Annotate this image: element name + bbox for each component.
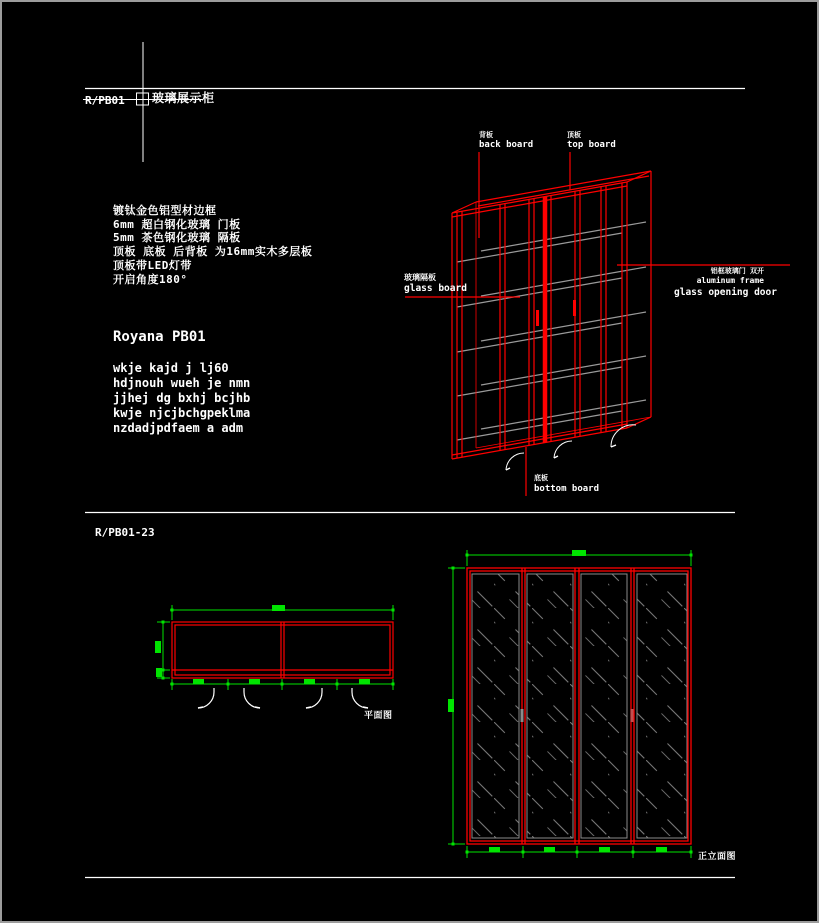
plan-left-dim-value-2: [156, 668, 162, 677]
iso-leader-lines: [405, 152, 790, 496]
product-name: Royana PB01: [113, 329, 206, 345]
label-glass-board-en: glass board: [404, 283, 467, 294]
sheet-title: 玻璃展示柜: [152, 91, 215, 105]
product-notes-block: [113, 361, 250, 436]
plan-bottom-dim-value-1: [193, 679, 204, 684]
spec-line: 5mm 茶色钢化玻璃 隔板: [113, 231, 241, 245]
iso-cabinet-drawing: [405, 152, 790, 496]
elev-bottom-dim-value-2: [544, 847, 555, 852]
label-back-board-en: back board: [479, 140, 534, 150]
spec-line: 顶板带LED灯带: [113, 258, 192, 272]
plan-view-drawing: [157, 605, 395, 708]
spec-line: 开启角度180°: [113, 272, 188, 286]
spec-line: 顶板 底板 后背板 为16mm实木多层板: [113, 245, 313, 259]
elevation-view-drawing: [448, 550, 693, 858]
plan-bottom-dim-value-3: [304, 679, 315, 684]
plan-bottom-dim-value-4: [359, 679, 370, 684]
elevation-view-caption: 正立面图: [698, 852, 737, 862]
elev-top-dim-value: [572, 550, 586, 556]
label-door-en2: glass opening door: [674, 287, 777, 298]
note-line: jjhej dg bxhj bcjhb: [113, 391, 251, 405]
note-line: kwje njcjbchgpeklma: [113, 406, 251, 420]
label-back-board-zh: 背板: [479, 131, 493, 139]
plan-bottom-dim-value-2: [249, 679, 260, 684]
plan-dimensions: [157, 605, 393, 690]
spec-line: 镀钛金色铝型材边框: [113, 204, 217, 217]
plan-top-dim-value: [272, 605, 285, 611]
label-door-en1: aluminum frame: [696, 276, 764, 285]
label-door-zh: 铝框玻璃门 双开: [710, 267, 764, 275]
note-line: hdjnouh wueh je nmn: [113, 376, 251, 390]
label-bottom-board-zh: 底板: [534, 474, 548, 482]
elev-bottom-dim-value-3: [599, 847, 610, 852]
glass-hatching: [472, 574, 687, 838]
elev-left-dim-value: [448, 699, 454, 712]
sheet-ref-label: R/PB01: [85, 94, 125, 107]
elev-bottom-dim-value-1: [489, 847, 500, 852]
elevation-dimensions: [448, 550, 691, 858]
plan-door-swing-symbols: [198, 688, 368, 708]
spec-text-block: [113, 204, 312, 286]
label-top-board-en: top board: [567, 140, 616, 150]
plan-view-caption: 平面图: [364, 711, 393, 721]
label-glass-board-zh: 玻璃隔板: [404, 273, 436, 282]
elev-bottom-dim-value-4: [656, 847, 667, 852]
sheet-ref-label-2: R/PB01-23: [95, 526, 155, 539]
label-top-board-zh: 顶板: [567, 131, 581, 139]
note-line: nzdadjpdfaem a adm: [113, 421, 244, 435]
spec-line: 6mm 超白钢化玻璃 门板: [113, 217, 241, 231]
plan-left-dim-value-1: [155, 641, 161, 653]
iso-door-swing-symbols: [506, 425, 636, 470]
note-line: wkje kajd j lj60: [113, 361, 229, 375]
label-bottom-board-en: bottom board: [534, 484, 600, 494]
